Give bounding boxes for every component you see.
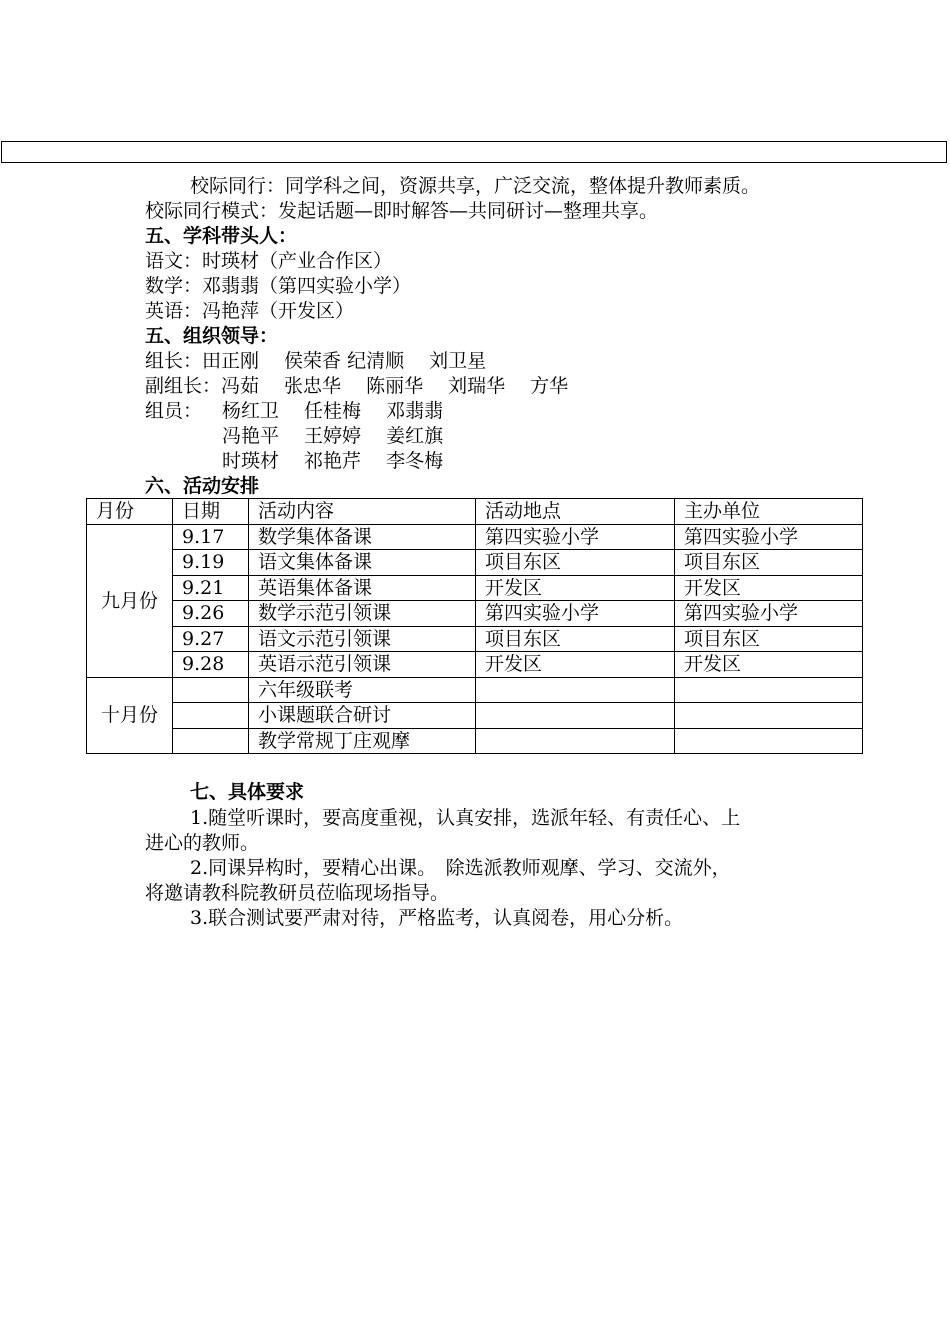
content-cell: 英语示范引领课 xyxy=(249,652,476,678)
date-cell: 9.27 xyxy=(173,626,249,652)
month-cell-october: 十月份 xyxy=(87,677,173,754)
host-cell: 第四实验小学 xyxy=(675,524,863,550)
header-host: 主办单位 xyxy=(675,499,863,525)
host-cell xyxy=(675,677,863,703)
header-content: 活动内容 xyxy=(249,499,476,525)
header-date: 日期 xyxy=(173,499,249,525)
host-cell: 项目东区 xyxy=(675,550,863,576)
date-cell: 9.19 xyxy=(173,550,249,576)
date-cell: 9.17 xyxy=(173,524,249,550)
requirement-2-line-2: 将邀请教科院教研员莅临现场指导。 xyxy=(145,882,450,904)
date-cell: 9.21 xyxy=(173,575,249,601)
group-leader-line: 组长：田正刚 侯荣香 纪清顺 刘卫星 xyxy=(145,350,487,372)
deputy-leader-line: 副组长：冯茹 张忠华 陈丽华 刘瑞华 方华 xyxy=(145,375,569,397)
leader-english: 英语：冯艳萍（开发区） xyxy=(145,300,355,322)
schedule-table xyxy=(86,498,863,754)
location-cell xyxy=(476,703,675,729)
members-line-2: 冯艳平 王婷婷 姜红旗 xyxy=(222,425,444,447)
host-cell: 开发区 xyxy=(675,575,863,601)
header-box xyxy=(1,141,947,163)
content-cell: 语文示范引领课 xyxy=(249,626,476,652)
date-cell: 9.26 xyxy=(173,601,249,627)
requirement-1-line-2: 进心的教师。 xyxy=(145,832,260,854)
month-cell-september: 九月份 xyxy=(87,524,173,677)
location-cell xyxy=(476,728,675,754)
content-cell: 小课题联合研讨 xyxy=(249,703,476,729)
content-cell: 数学示范引领课 xyxy=(249,601,476,627)
section-heading-schedule: 六、活动安排 xyxy=(145,475,260,497)
leader-math: 数学：邓翡翡（第四实验小学） xyxy=(145,275,412,297)
content-cell: 数学集体备课 xyxy=(249,524,476,550)
table-row xyxy=(87,703,863,729)
location-cell: 项目东区 xyxy=(476,626,675,652)
table-row xyxy=(87,652,863,678)
table-row xyxy=(87,601,863,627)
location-cell: 项目东区 xyxy=(476,550,675,576)
date-cell xyxy=(173,703,249,729)
date-cell xyxy=(173,728,249,754)
members-line-3: 时瑛材 祁艳芹 李冬梅 xyxy=(222,450,444,472)
host-cell: 第四实验小学 xyxy=(675,601,863,627)
leader-chinese: 语文：时瑛材（产业合作区） xyxy=(145,250,393,272)
section-heading-requirements: 七、具体要求 xyxy=(190,781,305,803)
members-label: 组员： xyxy=(145,400,203,422)
location-cell xyxy=(476,677,675,703)
content-cell: 教学常规丁庄观摩 xyxy=(249,728,476,754)
host-cell: 项目东区 xyxy=(675,626,863,652)
intro-line-1: 校际同行：同学科之间，资源共享，广泛交流，整体提升教师素质。 xyxy=(190,175,761,197)
location-cell: 开发区 xyxy=(476,575,675,601)
date-cell: 9.28 xyxy=(173,652,249,678)
table-row xyxy=(87,677,863,703)
location-cell: 第四实验小学 xyxy=(476,601,675,627)
date-cell xyxy=(173,677,249,703)
requirement-2-line-1: 2.同课异构时，要精心出课。 除选派教师观摩、学习、交流外， xyxy=(190,857,731,879)
table-row xyxy=(87,626,863,652)
table-row xyxy=(87,524,863,550)
table-row xyxy=(87,575,863,601)
table-row xyxy=(87,550,863,576)
location-cell: 开发区 xyxy=(476,652,675,678)
requirement-3: 3.联合测试要严肃对待，严格监考，认真阅卷，用心分析。 xyxy=(190,907,684,929)
intro-line-2: 校际同行模式：发起话题—即时解答—共同研讨—整理共享。 xyxy=(145,200,659,222)
table-row xyxy=(87,728,863,754)
content-cell: 六年级联考 xyxy=(249,677,476,703)
content-cell: 英语集体备课 xyxy=(249,575,476,601)
section-heading-leaders: 五、学科带头人： xyxy=(145,225,298,247)
section-heading-organization: 五、组织领导： xyxy=(145,325,279,347)
location-cell: 第四实验小学 xyxy=(476,524,675,550)
host-cell: 开发区 xyxy=(675,652,863,678)
table-header-row xyxy=(87,499,863,525)
header-location: 活动地点 xyxy=(476,499,675,525)
header-month: 月份 xyxy=(87,499,173,525)
content-cell: 语文集体备课 xyxy=(249,550,476,576)
host-cell xyxy=(675,703,863,729)
host-cell xyxy=(675,728,863,754)
requirement-1-line-1: 1.随堂听课时，要高度重视，认真安排，选派年轻、有责任心、上 xyxy=(190,807,741,829)
members-line-1: 杨红卫 任桂梅 邓翡翡 xyxy=(222,400,444,422)
